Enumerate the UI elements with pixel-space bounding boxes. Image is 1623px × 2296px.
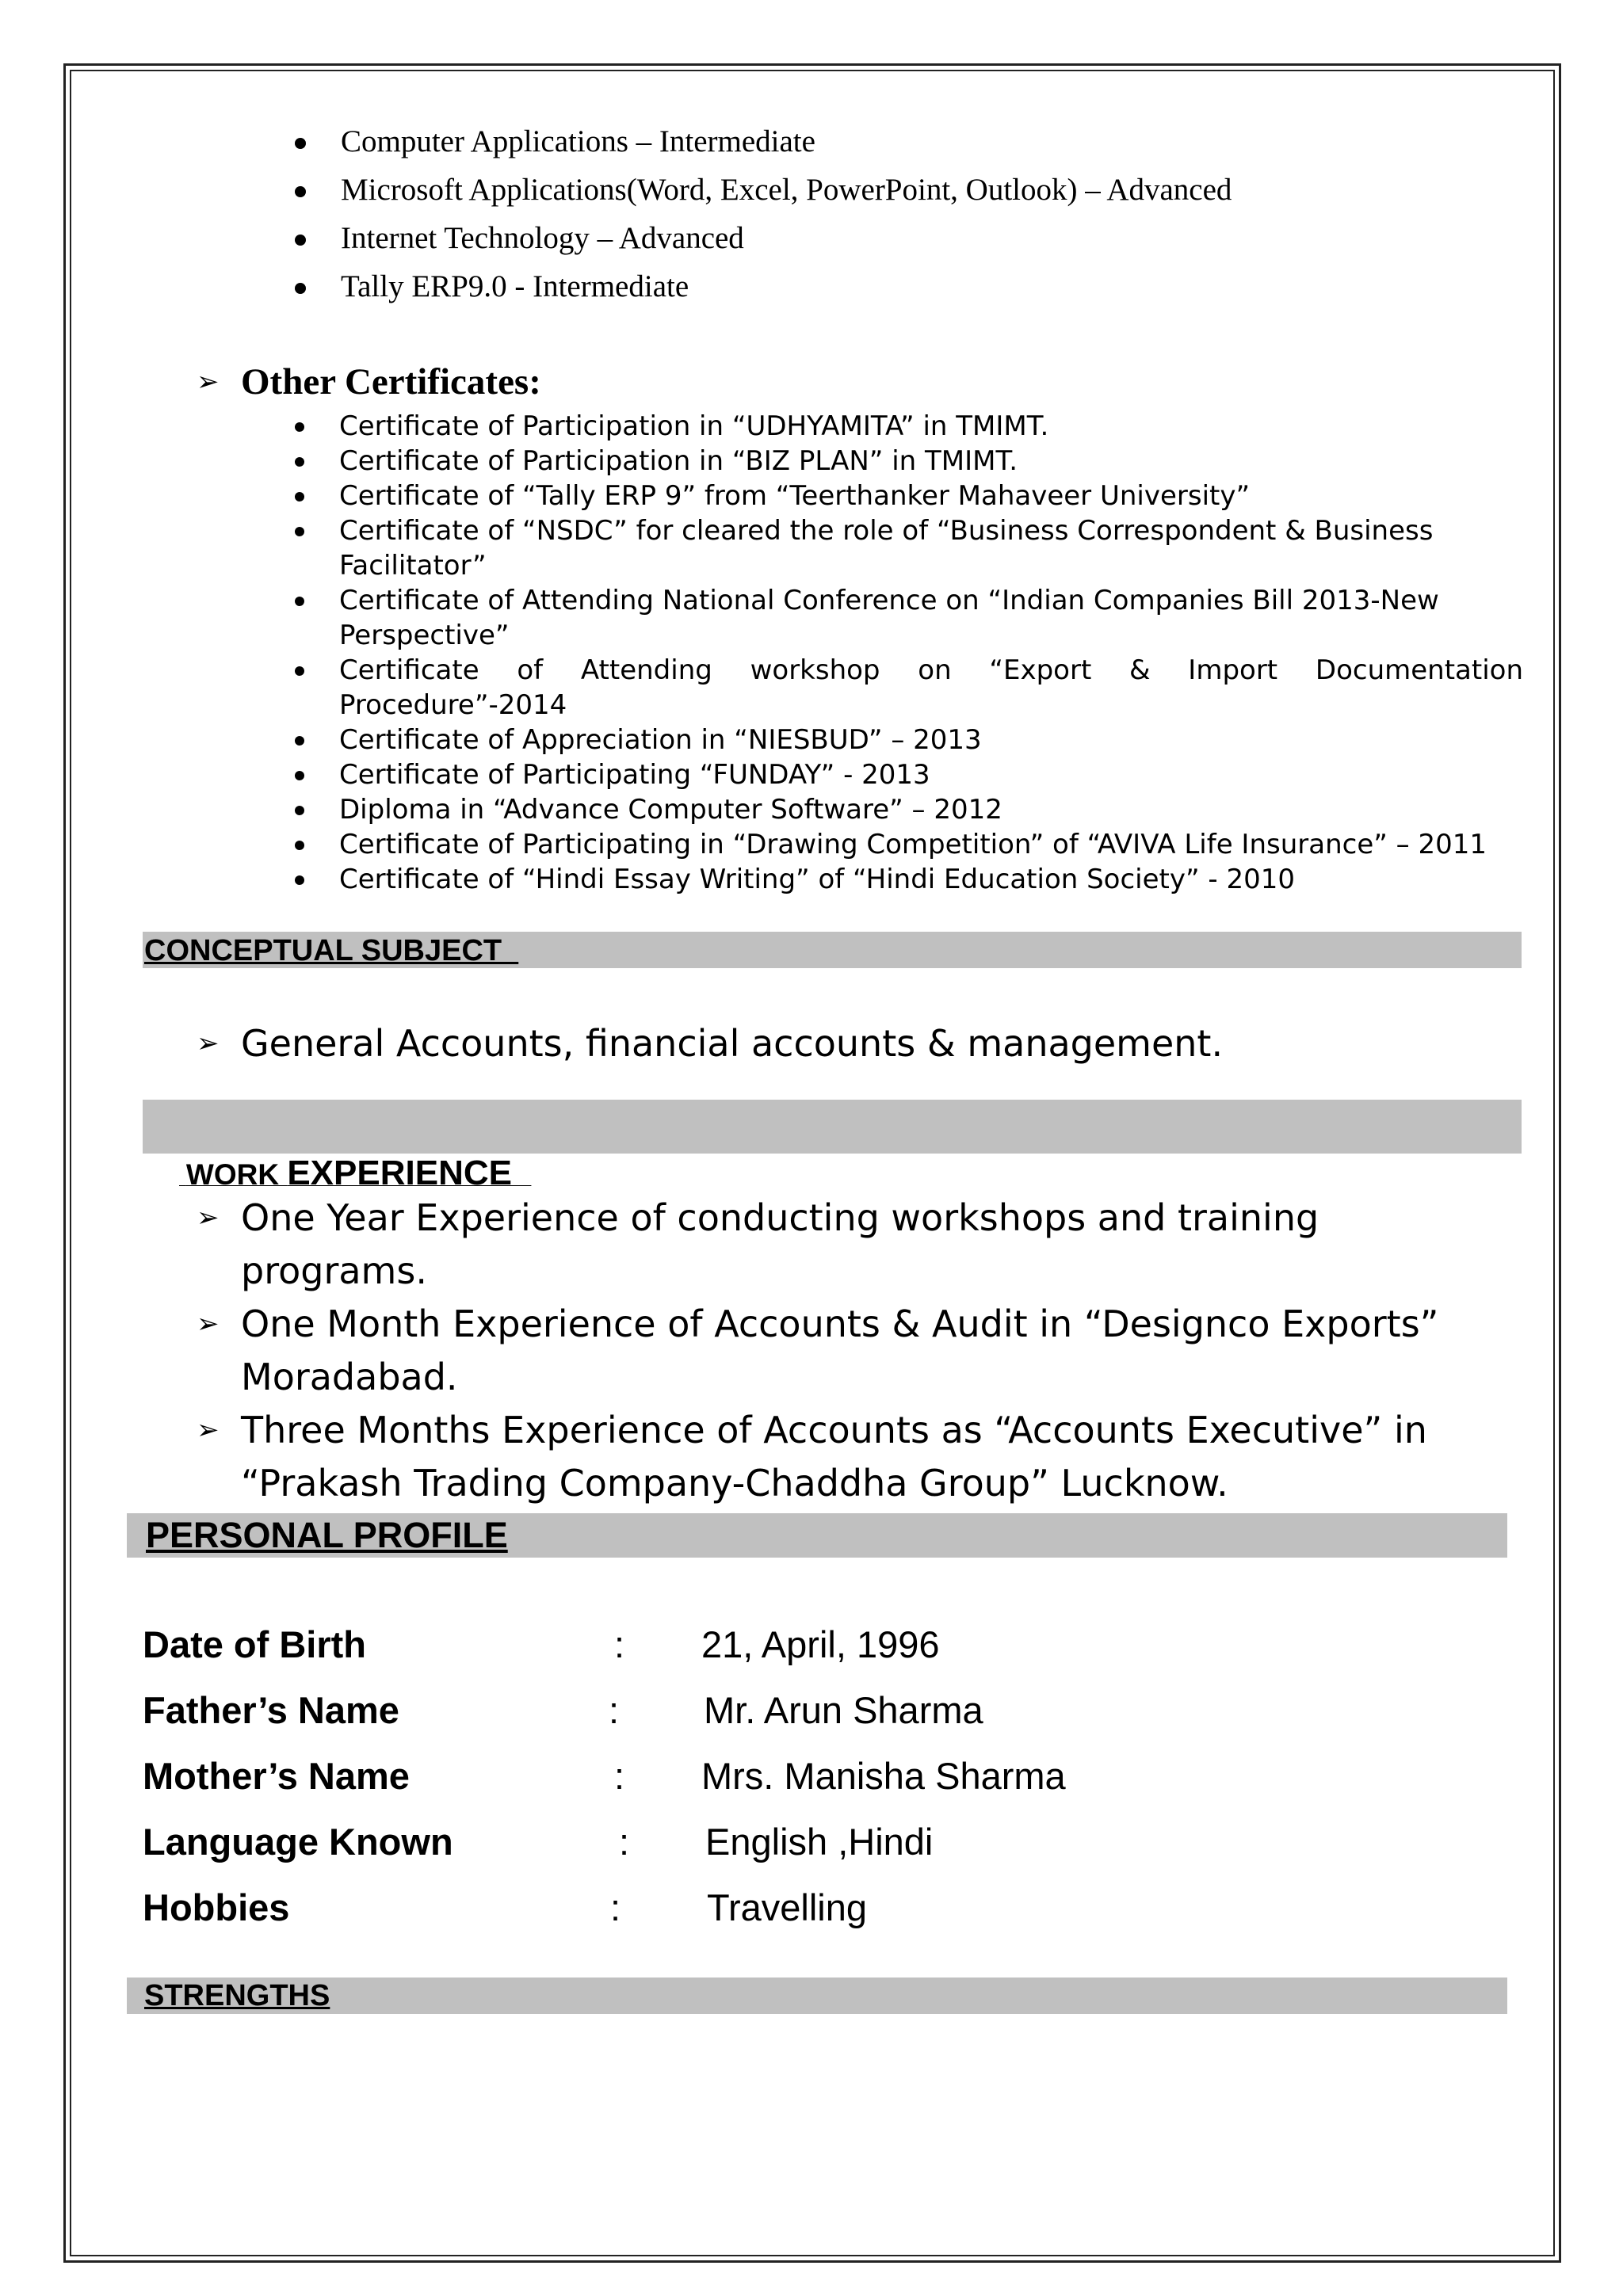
arrow-bullet-icon: ➢	[197, 366, 220, 398]
arrow-bullet-icon: ➢	[197, 1202, 220, 1234]
bullet-icon	[295, 666, 304, 676]
bullet-icon	[295, 186, 306, 197]
bullet-icon	[295, 771, 304, 780]
strengths-heading: STRENGTHS	[144, 1979, 330, 2012]
bullet-icon	[295, 235, 306, 246]
skills-list	[287, 117, 1232, 311]
list-item: Certificate of Participating “FUNDAY” - 2013	[287, 757, 1523, 792]
list-item: Certificate of “Hindi Essay Writing” of “Hindi Education Society” - 2010	[287, 862, 1523, 897]
list-item: Certificate of Attending National Conference on “Indian Companies Bill 2013-New Perspective”	[287, 583, 1523, 653]
certificates-list	[287, 409, 1523, 897]
bullet-icon	[295, 138, 306, 149]
bullet-icon	[295, 841, 304, 850]
bullet-icon	[295, 492, 304, 502]
strengths-bar	[127, 1978, 1507, 2014]
bullet-icon	[295, 806, 304, 815]
list-item: Certificate of Participation in “BIZ PLAN” in TMIMT.	[287, 444, 1523, 479]
work-experience-list	[197, 1192, 1512, 1510]
list-item: Certificate of Participating in “Drawing Competition” of “AVIVA Life Insurance” – 2011	[287, 827, 1523, 862]
bullet-icon	[295, 597, 304, 606]
bullet-icon	[295, 875, 304, 885]
list-item: Certificate of Attending workshop on “Export & Import Documentation Procedure”-2014	[287, 653, 1523, 723]
list-item: ➢ Three Months Experience of Accounts as “Accounts Executive” in “Prakash Trading Company-Chaddha Group” Lucknow.	[197, 1404, 1512, 1510]
conceptual-subject-heading: CONCEPTUAL SUBJECT	[144, 934, 519, 967]
conceptual-subject-list	[197, 1016, 1496, 1071]
arrow-bullet-icon: ➢	[197, 1028, 220, 1059]
list-item: Computer Applications – Intermediate	[287, 117, 1232, 166]
list-item: ➢ One Year Experience of conducting workshops and training programs.	[197, 1192, 1512, 1298]
list-item: Microsoft Applications(Word, Excel, PowerPoint, Outlook) – Advanced	[287, 166, 1232, 214]
list-item: Internet Technology – Advanced	[287, 214, 1232, 262]
list-item: ➢ One Month Experience of Accounts & Audit in “Designco Exports” Moradabad.	[197, 1298, 1512, 1404]
list-item: Certificate of “Tally ERP 9” from “Teerthanker Mahaveer University”	[287, 479, 1523, 513]
list-item: Diploma in “Advance Computer Software” – 2012	[287, 792, 1523, 827]
list-item: Tally ERP9.0 - Intermediate	[287, 262, 1232, 311]
work-experience-heading: WORK EXPERIENCE	[185, 1154, 532, 1192]
list-item: Certificate of “NSDC” for cleared the role of “Business Correspondent & Business Facilitator”	[287, 513, 1523, 583]
arrow-bullet-icon: ➢	[197, 1308, 220, 1340]
bullet-icon	[295, 457, 304, 467]
list-item: Certificate of Participation in “UDHYAMITA” in TMIMT.	[287, 409, 1523, 444]
bullet-icon	[295, 736, 304, 746]
list-item: ➢ General Accounts, financial accounts & management.	[197, 1016, 1496, 1071]
bullet-icon	[295, 283, 306, 294]
bullet-icon	[295, 422, 304, 432]
arrow-bullet-icon: ➢	[197, 1414, 220, 1446]
bullet-icon	[295, 527, 304, 536]
list-item: Certificate of Appreciation in “NIESBUD” – 2013	[287, 723, 1523, 757]
personal-profile-heading: PERSONAL PROFILE	[146, 1515, 508, 1555]
other-certificates-heading: ➢ Other Certificates:	[197, 358, 541, 406]
